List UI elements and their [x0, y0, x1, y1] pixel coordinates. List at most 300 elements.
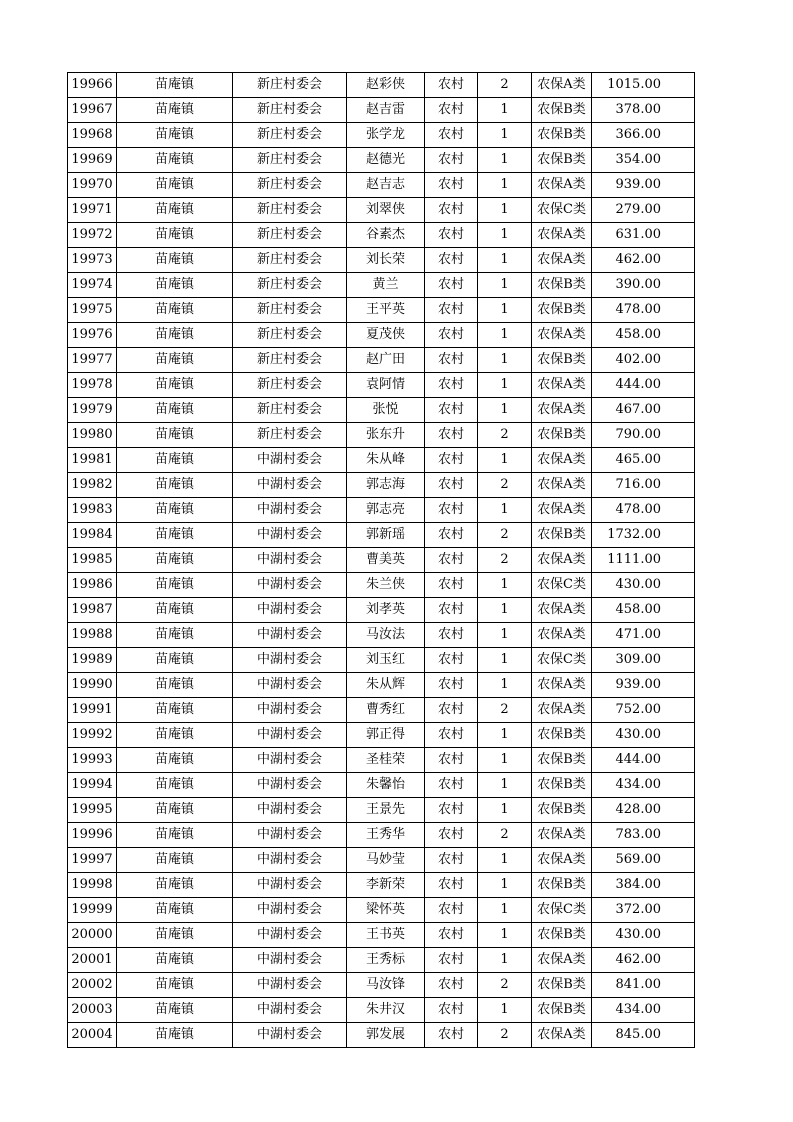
- person-name-cell: 朱馨怡: [347, 773, 425, 798]
- table-row: [68, 473, 695, 498]
- table-row: [68, 148, 695, 173]
- amount-cell: 631.00: [592, 223, 695, 248]
- amount-cell: 430.00: [592, 573, 695, 598]
- town-cell: 苗庵镇: [117, 823, 233, 848]
- row-id-cell: 20004: [68, 1023, 117, 1048]
- household-count-cell: 1: [478, 923, 532, 948]
- village-committee-cell: 中湖村委会: [233, 973, 347, 998]
- row-id-cell: 19990: [68, 673, 117, 698]
- residence-type-cell: 农村: [425, 823, 478, 848]
- table-row: [68, 973, 695, 998]
- household-count-cell: 1: [478, 273, 532, 298]
- person-name-cell: 朱兰侠: [347, 573, 425, 598]
- amount-cell: 366.00: [592, 123, 695, 148]
- residence-type-cell: 农村: [425, 448, 478, 473]
- amount-cell: 471.00: [592, 623, 695, 648]
- table-row: [68, 523, 695, 548]
- amount-cell: 1015.00: [592, 73, 695, 98]
- row-id-cell: 19970: [68, 173, 117, 198]
- row-id-cell: 19999: [68, 898, 117, 923]
- village-committee-cell: 中湖村委会: [233, 498, 347, 523]
- insurance-class-cell: 农保C类: [532, 898, 592, 923]
- household-count-cell: 1: [478, 648, 532, 673]
- amount-cell: 279.00: [592, 198, 695, 223]
- residence-type-cell: 农村: [425, 173, 478, 198]
- household-count-cell: 1: [478, 598, 532, 623]
- person-name-cell: 张东升: [347, 423, 425, 448]
- residence-type-cell: 农村: [425, 673, 478, 698]
- village-committee-cell: 新庄村委会: [233, 423, 347, 448]
- town-cell: 苗庵镇: [117, 223, 233, 248]
- table-row: [68, 298, 695, 323]
- village-committee-cell: 新庄村委会: [233, 273, 347, 298]
- person-name-cell: 袁阿情: [347, 373, 425, 398]
- household-count-cell: 1: [478, 223, 532, 248]
- household-count-cell: 1: [478, 723, 532, 748]
- person-name-cell: 刘玉红: [347, 648, 425, 673]
- town-cell: 苗庵镇: [117, 773, 233, 798]
- table-row: [68, 273, 695, 298]
- insurance-class-cell: 农保A类: [532, 173, 592, 198]
- table-row: [68, 423, 695, 448]
- insurance-class-cell: 农保B类: [532, 973, 592, 998]
- table-row: [68, 723, 695, 748]
- table-row: [68, 348, 695, 373]
- town-cell: 苗庵镇: [117, 498, 233, 523]
- amount-cell: 430.00: [592, 723, 695, 748]
- residence-type-cell: 农村: [425, 1023, 478, 1048]
- row-id-cell: 19969: [68, 148, 117, 173]
- village-committee-cell: 中湖村委会: [233, 598, 347, 623]
- insurance-class-cell: 农保B类: [532, 298, 592, 323]
- household-count-cell: 1: [478, 148, 532, 173]
- person-name-cell: 朱从辉: [347, 673, 425, 698]
- village-committee-cell: 新庄村委会: [233, 173, 347, 198]
- person-name-cell: 王平英: [347, 298, 425, 323]
- amount-cell: 372.00: [592, 898, 695, 923]
- town-cell: 苗庵镇: [117, 448, 233, 473]
- residence-type-cell: 农村: [425, 648, 478, 673]
- household-count-cell: 2: [478, 973, 532, 998]
- amount-cell: 384.00: [592, 873, 695, 898]
- amount-cell: 845.00: [592, 1023, 695, 1048]
- town-cell: 苗庵镇: [117, 598, 233, 623]
- residence-type-cell: 农村: [425, 298, 478, 323]
- row-id-cell: 19998: [68, 873, 117, 898]
- insurance-class-cell: 农保A类: [532, 498, 592, 523]
- person-name-cell: 黄兰: [347, 273, 425, 298]
- town-cell: 苗庵镇: [117, 373, 233, 398]
- person-name-cell: 郭发展: [347, 1023, 425, 1048]
- table-row: [68, 323, 695, 348]
- amount-cell: 467.00: [592, 398, 695, 423]
- household-count-cell: 2: [478, 73, 532, 98]
- amount-cell: 444.00: [592, 373, 695, 398]
- table-row: [68, 923, 695, 948]
- insurance-class-cell: 农保A类: [532, 698, 592, 723]
- residence-type-cell: 农村: [425, 573, 478, 598]
- town-cell: 苗庵镇: [117, 873, 233, 898]
- insurance-class-cell: 农保B类: [532, 123, 592, 148]
- person-name-cell: 郭志海: [347, 473, 425, 498]
- residence-type-cell: 农村: [425, 373, 478, 398]
- insurance-class-cell: 农保B类: [532, 423, 592, 448]
- household-count-cell: 2: [478, 698, 532, 723]
- household-count-cell: 1: [478, 573, 532, 598]
- residence-type-cell: 农村: [425, 948, 478, 973]
- table-row: [68, 773, 695, 798]
- row-id-cell: 19994: [68, 773, 117, 798]
- household-count-cell: 2: [478, 823, 532, 848]
- village-committee-cell: 中湖村委会: [233, 948, 347, 973]
- town-cell: 苗庵镇: [117, 323, 233, 348]
- row-id-cell: 19967: [68, 98, 117, 123]
- village-committee-cell: 新庄村委会: [233, 298, 347, 323]
- amount-cell: 1732.00: [592, 523, 695, 548]
- insurance-class-cell: 农保C类: [532, 573, 592, 598]
- amount-cell: 444.00: [592, 748, 695, 773]
- table-row: [68, 173, 695, 198]
- village-committee-cell: 中湖村委会: [233, 798, 347, 823]
- table-row: [68, 648, 695, 673]
- household-count-cell: 2: [478, 473, 532, 498]
- residence-type-cell: 农村: [425, 973, 478, 998]
- town-cell: 苗庵镇: [117, 248, 233, 273]
- amount-cell: 939.00: [592, 173, 695, 198]
- insurance-class-cell: 农保B类: [532, 523, 592, 548]
- table-row: [68, 73, 695, 98]
- residence-type-cell: 农村: [425, 773, 478, 798]
- person-name-cell: 郭新瑶: [347, 523, 425, 548]
- table-row: [68, 698, 695, 723]
- residence-type-cell: 农村: [425, 848, 478, 873]
- insurance-class-cell: 农保A类: [532, 948, 592, 973]
- amount-cell: 462.00: [592, 248, 695, 273]
- amount-cell: 478.00: [592, 498, 695, 523]
- residence-type-cell: 农村: [425, 398, 478, 423]
- village-committee-cell: 中湖村委会: [233, 723, 347, 748]
- table-row: [68, 598, 695, 623]
- person-name-cell: 赵吉志: [347, 173, 425, 198]
- amount-cell: 716.00: [592, 473, 695, 498]
- amount-cell: 458.00: [592, 323, 695, 348]
- residence-type-cell: 农村: [425, 323, 478, 348]
- row-id-cell: 19980: [68, 423, 117, 448]
- town-cell: 苗庵镇: [117, 473, 233, 498]
- village-committee-cell: 新庄村委会: [233, 323, 347, 348]
- insurance-class-cell: 农保A类: [532, 398, 592, 423]
- person-name-cell: 赵彩侠: [347, 73, 425, 98]
- amount-cell: 434.00: [592, 998, 695, 1023]
- residence-type-cell: 农村: [425, 723, 478, 748]
- village-committee-cell: 中湖村委会: [233, 923, 347, 948]
- household-count-cell: 1: [478, 173, 532, 198]
- person-name-cell: 刘孝英: [347, 598, 425, 623]
- village-committee-cell: 中湖村委会: [233, 848, 347, 873]
- village-committee-cell: 中湖村委会: [233, 548, 347, 573]
- row-id-cell: 20003: [68, 998, 117, 1023]
- household-count-cell: 1: [478, 623, 532, 648]
- village-committee-cell: 新庄村委会: [233, 373, 347, 398]
- person-name-cell: 谷素杰: [347, 223, 425, 248]
- insurance-class-cell: 农保B类: [532, 798, 592, 823]
- household-count-cell: 1: [478, 198, 532, 223]
- residence-type-cell: 农村: [425, 748, 478, 773]
- town-cell: 苗庵镇: [117, 698, 233, 723]
- residence-type-cell: 农村: [425, 73, 478, 98]
- person-name-cell: 刘翠侠: [347, 198, 425, 223]
- amount-cell: 390.00: [592, 273, 695, 298]
- household-count-cell: 2: [478, 523, 532, 548]
- person-name-cell: 王秀华: [347, 823, 425, 848]
- village-committee-cell: 新庄村委会: [233, 348, 347, 373]
- amount-cell: 478.00: [592, 298, 695, 323]
- village-committee-cell: 中湖村委会: [233, 1023, 347, 1048]
- insurance-class-cell: 农保A类: [532, 673, 592, 698]
- insurance-class-cell: 农保A类: [532, 1023, 592, 1048]
- insurance-class-cell: 农保A类: [532, 448, 592, 473]
- insurance-class-cell: 农保B类: [532, 998, 592, 1023]
- table-row: [68, 573, 695, 598]
- person-name-cell: 王书英: [347, 923, 425, 948]
- town-cell: 苗庵镇: [117, 998, 233, 1023]
- row-id-cell: 19975: [68, 298, 117, 323]
- household-count-cell: 1: [478, 848, 532, 873]
- village-committee-cell: 新庄村委会: [233, 398, 347, 423]
- household-count-cell: 1: [478, 248, 532, 273]
- household-count-cell: 1: [478, 98, 532, 123]
- row-id-cell: 20002: [68, 973, 117, 998]
- residence-type-cell: 农村: [425, 923, 478, 948]
- roster-table-body: [68, 73, 695, 1048]
- household-count-cell: 1: [478, 398, 532, 423]
- row-id-cell: 20000: [68, 923, 117, 948]
- town-cell: 苗庵镇: [117, 173, 233, 198]
- person-name-cell: 马汝锋: [347, 973, 425, 998]
- row-id-cell: 19984: [68, 523, 117, 548]
- amount-cell: 569.00: [592, 848, 695, 873]
- row-id-cell: 19983: [68, 498, 117, 523]
- village-committee-cell: 新庄村委会: [233, 123, 347, 148]
- town-cell: 苗庵镇: [117, 748, 233, 773]
- person-name-cell: 张悦: [347, 398, 425, 423]
- amount-cell: 752.00: [592, 698, 695, 723]
- residence-type-cell: 农村: [425, 623, 478, 648]
- insurance-class-cell: 农保B类: [532, 723, 592, 748]
- table-row: [68, 848, 695, 873]
- row-id-cell: 19987: [68, 598, 117, 623]
- insurance-class-cell: 农保B类: [532, 923, 592, 948]
- insurance-class-cell: 农保A类: [532, 373, 592, 398]
- row-id-cell: 19996: [68, 823, 117, 848]
- village-committee-cell: 新庄村委会: [233, 148, 347, 173]
- row-id-cell: 19976: [68, 323, 117, 348]
- village-committee-cell: 新庄村委会: [233, 248, 347, 273]
- town-cell: 苗庵镇: [117, 573, 233, 598]
- amount-cell: 458.00: [592, 598, 695, 623]
- residence-type-cell: 农村: [425, 473, 478, 498]
- table-row: [68, 673, 695, 698]
- town-cell: 苗庵镇: [117, 98, 233, 123]
- amount-cell: 462.00: [592, 948, 695, 973]
- residence-type-cell: 农村: [425, 273, 478, 298]
- village-committee-cell: 中湖村委会: [233, 873, 347, 898]
- row-id-cell: 19985: [68, 548, 117, 573]
- town-cell: 苗庵镇: [117, 973, 233, 998]
- insurance-class-cell: 农保A类: [532, 548, 592, 573]
- residence-type-cell: 农村: [425, 98, 478, 123]
- household-count-cell: 1: [478, 348, 532, 373]
- row-id-cell: 19971: [68, 198, 117, 223]
- person-name-cell: 圣桂荣: [347, 748, 425, 773]
- table-row: [68, 873, 695, 898]
- village-committee-cell: 中湖村委会: [233, 698, 347, 723]
- table-row: [68, 1023, 695, 1048]
- row-id-cell: 19992: [68, 723, 117, 748]
- village-committee-cell: 中湖村委会: [233, 748, 347, 773]
- amount-cell: 434.00: [592, 773, 695, 798]
- town-cell: 苗庵镇: [117, 798, 233, 823]
- table-row: [68, 448, 695, 473]
- village-committee-cell: 中湖村委会: [233, 473, 347, 498]
- residence-type-cell: 农村: [425, 223, 478, 248]
- table-row: [68, 898, 695, 923]
- village-committee-cell: 中湖村委会: [233, 648, 347, 673]
- town-cell: 苗庵镇: [117, 548, 233, 573]
- household-count-cell: 1: [478, 898, 532, 923]
- household-count-cell: 1: [478, 748, 532, 773]
- table-row: [68, 198, 695, 223]
- residence-type-cell: 农村: [425, 498, 478, 523]
- person-name-cell: 郭正得: [347, 723, 425, 748]
- insurance-class-cell: 农保A类: [532, 323, 592, 348]
- row-id-cell: 19997: [68, 848, 117, 873]
- town-cell: 苗庵镇: [117, 123, 233, 148]
- insurance-class-cell: 农保B类: [532, 98, 592, 123]
- row-id-cell: 19979: [68, 398, 117, 423]
- insurance-class-cell: 农保A类: [532, 248, 592, 273]
- amount-cell: 939.00: [592, 673, 695, 698]
- household-count-cell: 1: [478, 873, 532, 898]
- row-id-cell: 19974: [68, 273, 117, 298]
- row-id-cell: 19988: [68, 623, 117, 648]
- table-row: [68, 98, 695, 123]
- row-id-cell: 19972: [68, 223, 117, 248]
- residence-type-cell: 农村: [425, 423, 478, 448]
- row-id-cell: 19968: [68, 123, 117, 148]
- person-name-cell: 王秀标: [347, 948, 425, 973]
- amount-cell: 354.00: [592, 148, 695, 173]
- village-committee-cell: 中湖村委会: [233, 673, 347, 698]
- insurance-class-cell: 农保A类: [532, 473, 592, 498]
- town-cell: 苗庵镇: [117, 923, 233, 948]
- row-id-cell: 19966: [68, 73, 117, 98]
- roster-table: [67, 72, 695, 1048]
- residence-type-cell: 农村: [425, 198, 478, 223]
- row-id-cell: 19989: [68, 648, 117, 673]
- person-name-cell: 马汝法: [347, 623, 425, 648]
- row-id-cell: 19978: [68, 373, 117, 398]
- residence-type-cell: 农村: [425, 698, 478, 723]
- household-count-cell: 1: [478, 123, 532, 148]
- person-name-cell: 梁怀英: [347, 898, 425, 923]
- row-id-cell: 19977: [68, 348, 117, 373]
- row-id-cell: 19995: [68, 798, 117, 823]
- town-cell: 苗庵镇: [117, 1023, 233, 1048]
- person-name-cell: 马妙莹: [347, 848, 425, 873]
- insurance-class-cell: 农保A类: [532, 598, 592, 623]
- row-id-cell: 19986: [68, 573, 117, 598]
- insurance-class-cell: 农保A类: [532, 623, 592, 648]
- insurance-class-cell: 农保A类: [532, 848, 592, 873]
- town-cell: 苗庵镇: [117, 648, 233, 673]
- household-count-cell: 1: [478, 448, 532, 473]
- amount-cell: 1111.00: [592, 548, 695, 573]
- residence-type-cell: 农村: [425, 598, 478, 623]
- table-row: [68, 798, 695, 823]
- person-name-cell: 赵广田: [347, 348, 425, 373]
- village-committee-cell: 中湖村委会: [233, 823, 347, 848]
- row-id-cell: 19991: [68, 698, 117, 723]
- person-name-cell: 王景先: [347, 798, 425, 823]
- insurance-class-cell: 农保B类: [532, 348, 592, 373]
- amount-cell: 783.00: [592, 823, 695, 848]
- table-row: [68, 823, 695, 848]
- household-count-cell: 1: [478, 498, 532, 523]
- household-count-cell: 1: [478, 798, 532, 823]
- row-id-cell: 19993: [68, 748, 117, 773]
- town-cell: 苗庵镇: [117, 148, 233, 173]
- village-committee-cell: 新庄村委会: [233, 73, 347, 98]
- village-committee-cell: 中湖村委会: [233, 898, 347, 923]
- amount-cell: 790.00: [592, 423, 695, 448]
- household-count-cell: 2: [478, 548, 532, 573]
- town-cell: 苗庵镇: [117, 848, 233, 873]
- insurance-class-cell: 农保C类: [532, 648, 592, 673]
- amount-cell: 430.00: [592, 923, 695, 948]
- person-name-cell: 朱井汉: [347, 998, 425, 1023]
- village-committee-cell: 中湖村委会: [233, 998, 347, 1023]
- town-cell: 苗庵镇: [117, 348, 233, 373]
- table-row: [68, 123, 695, 148]
- residence-type-cell: 农村: [425, 523, 478, 548]
- person-name-cell: 曹美英: [347, 548, 425, 573]
- residence-type-cell: 农村: [425, 873, 478, 898]
- amount-cell: 841.00: [592, 973, 695, 998]
- village-committee-cell: 新庄村委会: [233, 223, 347, 248]
- person-name-cell: 夏茂侠: [347, 323, 425, 348]
- amount-cell: 428.00: [592, 798, 695, 823]
- village-committee-cell: 中湖村委会: [233, 623, 347, 648]
- town-cell: 苗庵镇: [117, 73, 233, 98]
- person-name-cell: 赵吉雷: [347, 98, 425, 123]
- amount-cell: 465.00: [592, 448, 695, 473]
- village-committee-cell: 中湖村委会: [233, 573, 347, 598]
- insurance-class-cell: 农保A类: [532, 823, 592, 848]
- table-row: [68, 998, 695, 1023]
- person-name-cell: 朱从峰: [347, 448, 425, 473]
- insurance-class-cell: 农保A类: [532, 223, 592, 248]
- town-cell: 苗庵镇: [117, 623, 233, 648]
- household-count-cell: 1: [478, 773, 532, 798]
- person-name-cell: 刘长荣: [347, 248, 425, 273]
- residence-type-cell: 农村: [425, 798, 478, 823]
- village-committee-cell: 中湖村委会: [233, 448, 347, 473]
- insurance-class-cell: 农保A类: [532, 73, 592, 98]
- household-count-cell: 2: [478, 1023, 532, 1048]
- household-count-cell: 1: [478, 948, 532, 973]
- amount-cell: 402.00: [592, 348, 695, 373]
